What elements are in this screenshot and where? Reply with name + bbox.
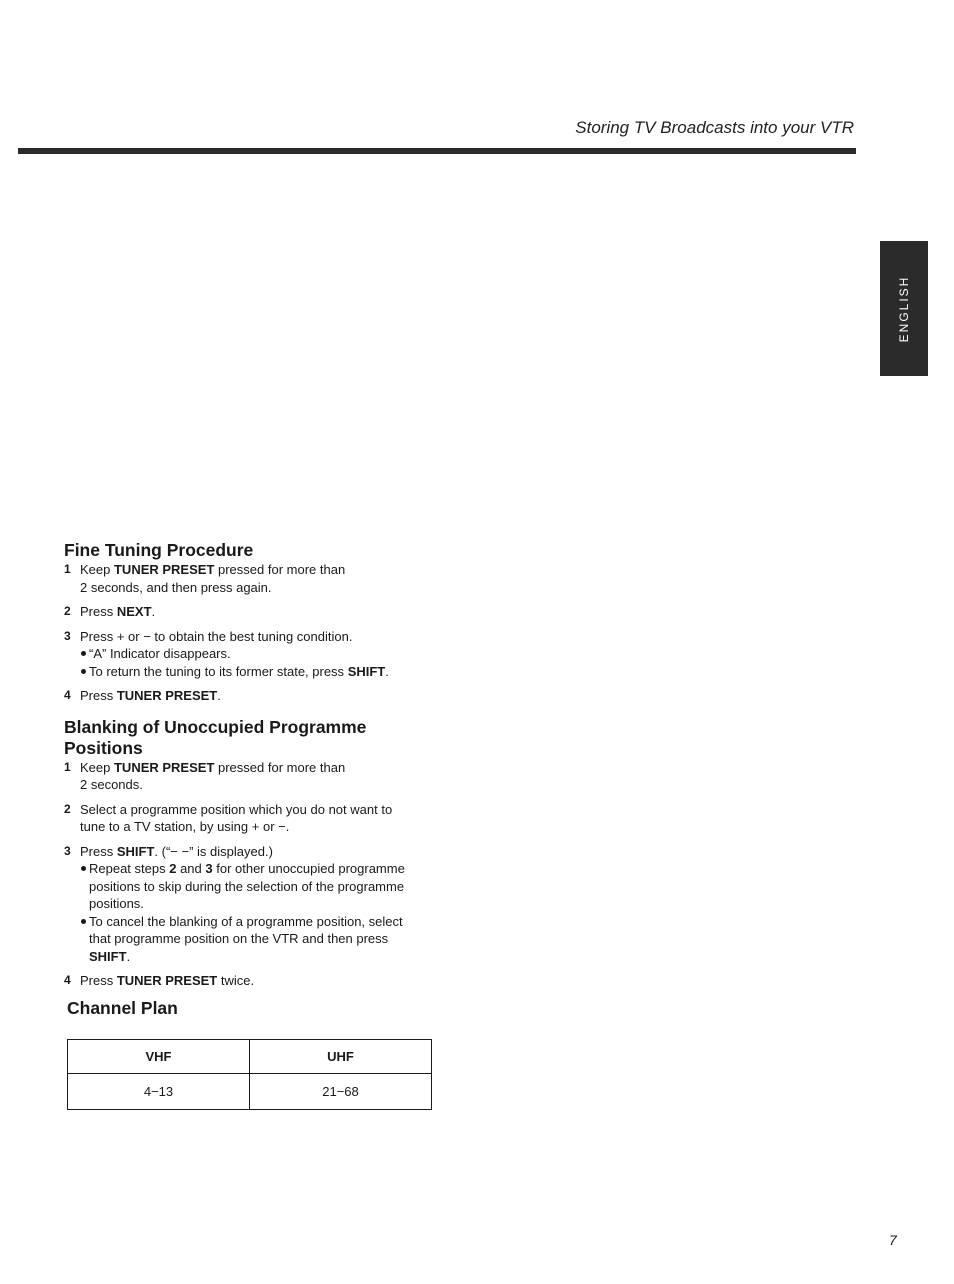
channel-plan-table — [67, 1039, 432, 1110]
blanking-step-2 — [64, 801, 444, 836]
step-number: 1 — [64, 562, 71, 576]
fine-tuning-steps — [64, 561, 444, 705]
bullet-note: To cancel the blanking of a programme position, select that programme position on the VTR and then press SHIFT. — [80, 913, 444, 966]
step-number: 1 — [64, 759, 71, 774]
table-row — [68, 1074, 432, 1110]
button-name: TUNER PRESET — [113, 562, 215, 577]
bullet-note: Repeat steps 2 and 3 for other unoccupied programme positions to skip during the selection of the programme positions. — [80, 860, 444, 913]
step-text: 2 seconds, and then press again. — [80, 579, 272, 595]
button-name: SHIFT — [347, 663, 386, 679]
step-text: Keep — [80, 562, 114, 577]
cell-vhf-range: 4−13 — [68, 1074, 250, 1110]
blanking-heading: Blanking of Unoccupied Programme Positions — [64, 716, 367, 758]
step-number: 3 — [64, 843, 71, 858]
step-text: Press — [80, 843, 117, 859]
blanking-step-4 — [64, 972, 444, 990]
button-name: SHIFT — [89, 948, 127, 964]
step-number: 3 — [64, 628, 71, 643]
bullet-note: To return the tuning to its former state, press SHIFT. — [80, 663, 444, 681]
step-number: 4 — [64, 688, 71, 702]
fine-tuning-step-3 — [64, 628, 444, 681]
step-text: twice. — [217, 973, 255, 988]
language-tab-label: ENGLISH — [897, 275, 911, 342]
table-header-row — [68, 1040, 432, 1074]
bullet-note: “A” Indicator disappears. — [80, 645, 444, 663]
column-header-vhf: VHF — [68, 1040, 250, 1074]
step-text: Keep — [80, 759, 114, 775]
button-name: SHIFT — [116, 843, 155, 859]
fine-tuning-heading: Fine Tuning Procedure — [64, 540, 254, 560]
step-number: 4 — [64, 973, 71, 987]
fine-tuning-section — [64, 540, 444, 705]
button-name: TUNER PRESET — [116, 973, 218, 988]
blanking-steps — [64, 759, 444, 990]
fine-tuning-step-1 — [64, 561, 444, 596]
page-number: 7 — [889, 1232, 897, 1248]
step-text: 2 seconds. — [80, 777, 143, 792]
blanking-step-3 — [64, 843, 444, 966]
step-number: 2 — [64, 604, 71, 618]
page-header-title: Storing TV Broadcasts into your VTR — [575, 118, 854, 137]
step-number: 2 — [64, 801, 71, 816]
button-name: TUNER PRESET — [116, 688, 218, 703]
step-text: pressed for more than — [214, 759, 346, 775]
step-text: Press — [80, 973, 117, 988]
header-rule — [18, 148, 856, 154]
step-text: Press + or − to obtain the best tuning condition. — [80, 628, 353, 644]
button-name: NEXT — [116, 604, 152, 619]
cell-uhf-range: 21−68 — [250, 1074, 432, 1110]
step-text: . (“− −” is displayed.) — [154, 843, 273, 859]
step-text: Press — [80, 688, 117, 703]
step-text: . — [217, 688, 221, 703]
fine-tuning-step-2 — [64, 603, 444, 621]
language-tab — [880, 241, 928, 376]
step-text: . — [151, 604, 156, 619]
fine-tuning-step-4 — [64, 687, 444, 705]
step-text: Press — [80, 604, 117, 619]
step-text: tune to a TV station, by using + or −. — [80, 819, 290, 834]
step-text: Select a programme position which you do not want to — [80, 801, 393, 817]
blanking-step-1 — [64, 759, 444, 794]
channel-plan-section — [67, 998, 444, 1019]
step-text: pressed for more than — [214, 562, 346, 577]
content-column — [64, 540, 444, 1019]
blanking-section — [64, 717, 444, 990]
button-name: TUNER PRESET — [113, 759, 215, 775]
channel-plan-heading: Channel Plan — [67, 997, 178, 1018]
column-header-uhf: UHF — [250, 1040, 432, 1074]
